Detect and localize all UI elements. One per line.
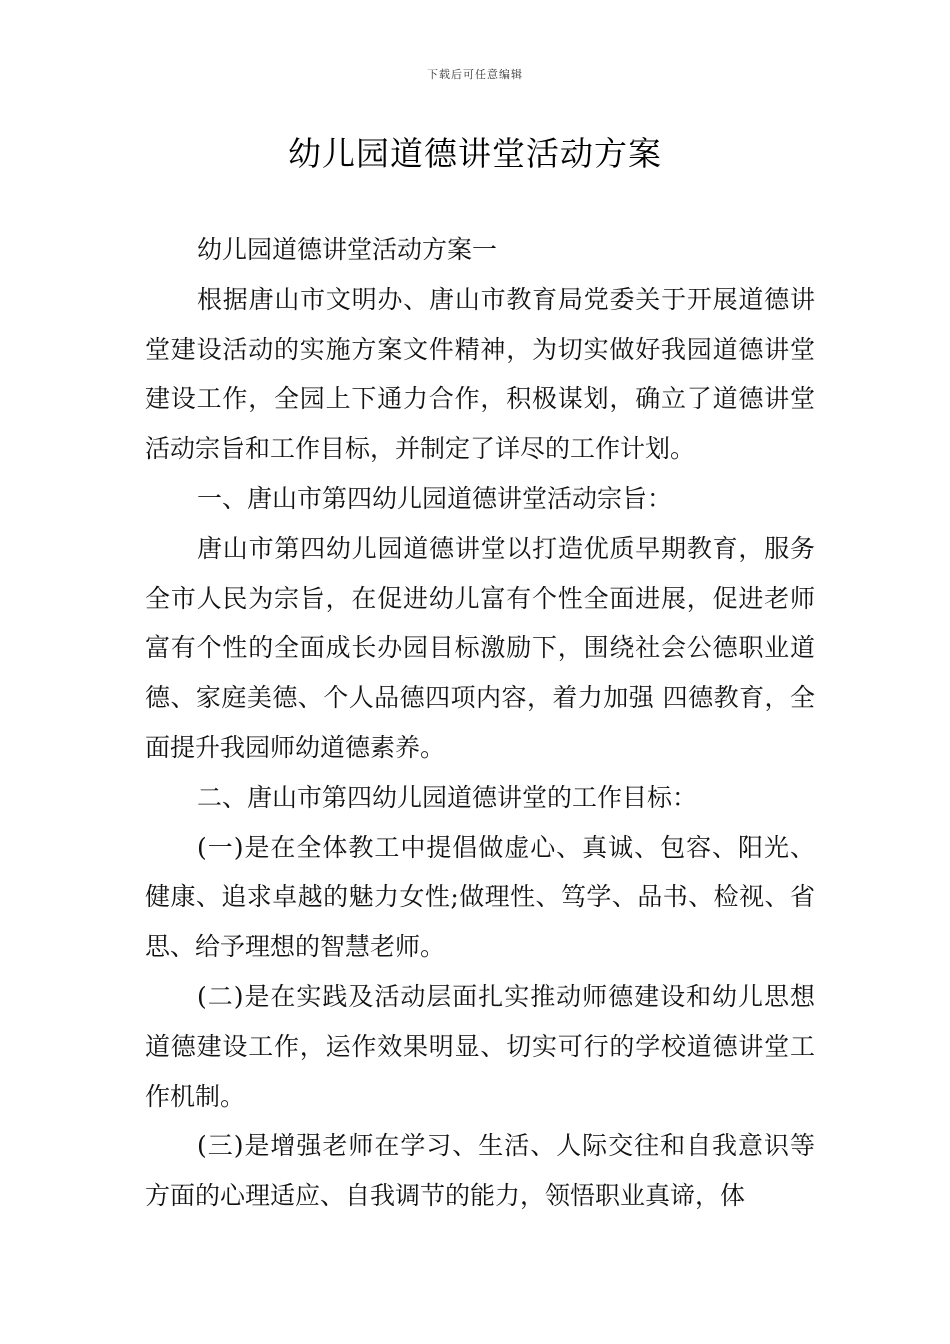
- paragraph-goal-2: (二)是在实践及活动层面扎实推动师德建设和幼儿思想道德建设工作，运作效果明显、切实可行的学校道德讲堂工作机制。: [145, 981, 815, 1111]
- section-heading-purpose: 一、唐山市第四幼儿园道德讲堂活动宗旨：: [197, 483, 673, 513]
- document-body: [145, 225, 815, 1221]
- header-note: 下载后可任意编辑: [427, 68, 523, 81]
- section-heading-goals: 二、唐山市第四幼儿园道德讲堂的工作目标：: [197, 782, 698, 812]
- paragraph-purpose: 唐山市第四幼儿园道德讲堂以打造优质早期教育，服务全市人民为宗旨，在促进幼儿富有个性全面进展，促进老师富有个性的全面成长办园目标激励下，围绕社会公德职业道德、家庭美德、个人品德四项内容，着力加强 四德教育，全面提升我园师幼道德素养。: [145, 533, 815, 762]
- paragraph-subtitle: 幼儿园道德讲堂活动方案一: [197, 235, 498, 264]
- paragraph-intro: 根据唐山市文明办、唐山市教育局党委关于开展道德讲堂建设活动的实施方案文件精神，为切实做好我园道德讲堂建设工作，全园上下通力合作，积极谋划，确立了道德讲堂活动宗旨和工作目标，并制定了详尽的工作计划。: [145, 284, 815, 464]
- document-title: 幼儿园道德讲堂活动方案: [288, 134, 662, 173]
- paragraph-goal-3: (三)是增强老师在学习、生活、人际交往和自我意识等方面的心理适应、自我调节的能力，领悟职业真谛，体: [145, 1131, 815, 1211]
- paragraph-goal-1: (一)是在全体教工中提倡做虚心、真诚、包容、阳光、健康、追求卓越的魅力女性;做理性、笃学、品书、检视、省思、给予理想的智慧老师。: [145, 832, 815, 962]
